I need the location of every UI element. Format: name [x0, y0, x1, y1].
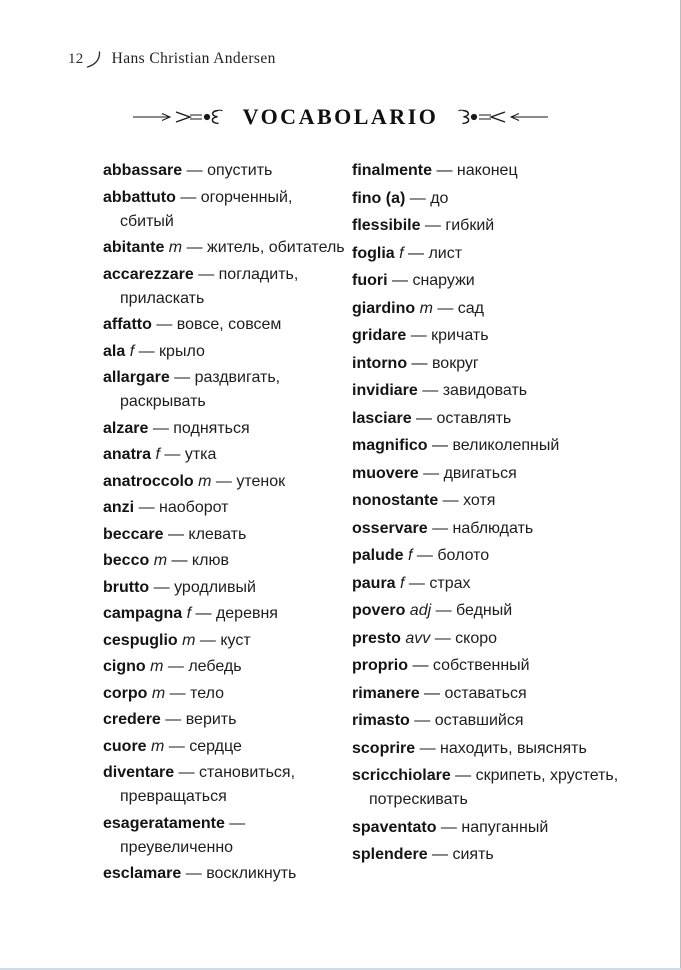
- dash-separator: —: [211, 472, 237, 490]
- dash-separator: —: [182, 239, 208, 256]
- gender-marker: m: [153, 552, 168, 569]
- translation-russian: огорченный, сбитый: [120, 188, 293, 230]
- gender-marker: f: [155, 446, 160, 463]
- dash-separator: —: [430, 629, 456, 647]
- translation-russian: утенок: [236, 472, 286, 490]
- translation-russian: наконец: [456, 162, 518, 179]
- dash-separator: —: [224, 814, 246, 832]
- translation-russian: воскликнуть: [206, 865, 297, 882]
- term-italian: anatra: [103, 446, 152, 463]
- term-italian: allargare: [103, 369, 170, 386]
- translation-russian: лист: [428, 244, 463, 262]
- dash-separator: —: [404, 574, 430, 592]
- vocab-entry: [352, 843, 640, 867]
- dash-separator: —: [407, 354, 432, 372]
- dash-separator: —: [405, 189, 431, 207]
- translation-russian: уродливый: [174, 578, 256, 596]
- dash-separator: —: [387, 272, 413, 289]
- term-italian: cuore: [103, 737, 147, 755]
- term-italian: spaventato: [352, 818, 437, 836]
- vocab-entry: [103, 417, 345, 441]
- vocab-entry: [352, 599, 640, 623]
- translation-russian: куст: [220, 631, 251, 649]
- title-row: [0, 104, 681, 130]
- translation-russian: вокруг: [431, 354, 479, 372]
- term-italian: cespuglio: [103, 631, 178, 649]
- term-italian: palude: [352, 547, 404, 564]
- translation-russian: сиять: [452, 846, 494, 863]
- translation-russian: двигаться: [443, 464, 517, 482]
- translation-russian: верить: [185, 711, 237, 728]
- dash-separator: —: [418, 464, 444, 482]
- header-author: Hans Christian Andersen: [111, 50, 276, 67]
- term-italian: esclamare: [103, 865, 182, 882]
- vocab-entry: [352, 269, 640, 293]
- vocab-entry: [352, 816, 640, 840]
- vocab-entry: [103, 186, 345, 234]
- vocab-entry: [352, 434, 640, 458]
- vocab-entry: [352, 627, 640, 651]
- dash-separator: —: [436, 818, 462, 836]
- term-italian: affatto: [103, 316, 152, 333]
- translation-russian: оставаться: [444, 684, 527, 702]
- gender-marker: f: [400, 574, 405, 592]
- dash-separator: —: [175, 188, 201, 206]
- translation-russian: скоро: [455, 629, 498, 647]
- translation-russian: страх: [429, 574, 471, 592]
- term-italian: becco: [103, 552, 150, 569]
- page-title: VOCABOLARIO: [242, 104, 439, 129]
- term-italian: accarezzare: [103, 265, 194, 283]
- term-italian: proprio: [352, 657, 408, 674]
- dash-separator: —: [181, 865, 207, 882]
- vocab-entry: [352, 462, 640, 486]
- dash-separator: —: [151, 316, 177, 333]
- translation-russian: бедный: [456, 602, 513, 619]
- vocab-entry: [352, 297, 640, 321]
- dash-separator: —: [427, 846, 453, 863]
- term-italian: muovere: [352, 464, 419, 482]
- dash-separator: —: [427, 437, 453, 454]
- term-italian: invidiare: [352, 382, 418, 399]
- term-italian: campagna: [103, 605, 183, 622]
- dash-separator: —: [169, 369, 195, 386]
- dash-separator: —: [438, 492, 464, 509]
- vocab-entry: [352, 737, 640, 761]
- dash-separator: —: [409, 712, 435, 729]
- dash-separator: —: [163, 525, 189, 543]
- gender-marker: m: [198, 472, 212, 490]
- term-italian: cigno: [103, 658, 146, 675]
- vocab-entry: [103, 340, 345, 364]
- vocab-entry: [352, 544, 640, 568]
- translation-russian: клевать: [188, 525, 247, 543]
- term-italian: flessibile: [352, 217, 421, 234]
- translation-russian: опустить: [207, 162, 273, 179]
- translation-russian: хотя: [463, 492, 496, 509]
- dash-separator: —: [165, 684, 191, 702]
- term-italian: finalmente: [352, 162, 433, 179]
- dash-separator: —: [406, 327, 432, 344]
- term-italian: paura: [352, 574, 396, 592]
- vocab-entry: [103, 159, 345, 183]
- term-italian: beccare: [103, 525, 164, 543]
- gender-marker: f: [186, 605, 192, 622]
- vocab-entry: [352, 242, 640, 266]
- vocab-entry: [103, 602, 345, 626]
- dash-separator: —: [403, 244, 429, 262]
- translation-russian: становиться, превращаться: [120, 764, 296, 805]
- vocab-entry: [352, 654, 640, 678]
- vocab-entry: [103, 708, 345, 732]
- translation-russian: завидовать: [442, 382, 528, 399]
- translation-russian: напуганный: [461, 818, 549, 836]
- dash-separator: —: [193, 265, 219, 283]
- vocab-entry: [103, 366, 345, 414]
- translation-russian: клюв: [191, 552, 229, 569]
- translation-russian: болото: [437, 547, 490, 564]
- vocabulary-column-left: [103, 159, 345, 889]
- term-italian: presto: [352, 629, 401, 647]
- vocab-entry: [103, 443, 345, 467]
- vocab-entry: [352, 352, 640, 376]
- dash-separator: —: [159, 446, 185, 463]
- translation-russian: снаружи: [412, 272, 475, 289]
- dash-separator: —: [450, 767, 476, 784]
- vocab-entry: [103, 313, 345, 337]
- vocab-entry: [103, 523, 345, 547]
- running-header: [68, 50, 276, 70]
- gender-marker: f: [129, 342, 135, 360]
- dash-separator: —: [148, 419, 174, 437]
- term-italian: anatroccolo: [103, 472, 194, 490]
- translation-russian: лебедь: [188, 658, 242, 675]
- term-italian: foglia: [352, 244, 395, 262]
- translation-russian: наоборот: [159, 499, 229, 516]
- term-italian: fino (a): [352, 189, 406, 207]
- vocab-entry: [103, 549, 345, 573]
- gender-marker: m: [151, 684, 166, 702]
- vocab-entry: [352, 489, 640, 513]
- translation-russian: тело: [190, 684, 225, 702]
- dash-separator: —: [432, 299, 458, 317]
- dash-separator: —: [167, 552, 192, 569]
- dash-separator: —: [431, 602, 457, 619]
- translation-russian: оставлять: [436, 409, 512, 427]
- translation-russian: наблюдать: [452, 519, 534, 537]
- term-italian: rimasto: [352, 712, 410, 729]
- term-italian: osservare: [352, 519, 428, 537]
- term-italian: lasciare: [352, 409, 412, 427]
- vocab-entry: [103, 682, 345, 706]
- translation-russian: оставшийся: [434, 712, 524, 729]
- title-ornament-left-icon: [133, 107, 227, 127]
- dash-separator: —: [160, 711, 186, 728]
- vocab-entry: [352, 159, 640, 183]
- vocab-entry: [352, 682, 640, 706]
- term-italian: diventare: [103, 764, 175, 781]
- gender-marker: m: [419, 299, 433, 317]
- translation-russian: подняться: [173, 419, 250, 437]
- term-italian: giardino: [352, 299, 416, 317]
- term-italian: corpo: [103, 684, 148, 702]
- vocab-entry: [103, 862, 345, 886]
- page-number: 12: [68, 51, 84, 67]
- vocab-entry: [352, 214, 640, 238]
- term-italian: abbattuto: [103, 188, 176, 206]
- term-italian: splendere: [352, 846, 428, 863]
- term-italian: gridare: [352, 327, 407, 344]
- vocab-entry: [352, 187, 640, 211]
- dash-separator: —: [134, 342, 160, 360]
- vocab-entry: [103, 470, 345, 494]
- dash-separator: —: [134, 499, 160, 516]
- term-italian: anzi: [103, 499, 135, 516]
- gender-marker: m: [168, 239, 183, 256]
- term-italian: scoprire: [352, 739, 416, 757]
- term-italian: magnifico: [352, 437, 428, 454]
- vocab-entry: [352, 572, 640, 596]
- vocab-entry: [103, 735, 345, 759]
- vocabulary-columns: [103, 159, 640, 889]
- term-italian: intorno: [352, 354, 408, 372]
- vocab-entry: [352, 379, 640, 403]
- term-italian: rimanere: [352, 684, 420, 702]
- vocab-entry: [103, 655, 345, 679]
- translation-russian: преувеличенно: [120, 838, 234, 856]
- vocab-entry: [352, 324, 640, 348]
- translation-russian: великолепный: [452, 437, 560, 454]
- term-italian: brutto: [103, 578, 150, 596]
- vocabulary-column-right: [352, 159, 640, 871]
- translation-russian: раздвигать, раскрывать: [120, 369, 281, 410]
- vocab-entry: [103, 263, 345, 311]
- translation-russian: находить, выяснять: [440, 739, 587, 757]
- vocab-entry: [352, 764, 640, 812]
- vocab-entry: [103, 812, 345, 860]
- dash-separator: —: [432, 162, 457, 179]
- gender-marker: f: [408, 547, 413, 564]
- dash-separator: —: [195, 631, 221, 649]
- vocab-entry: [352, 407, 640, 431]
- dash-separator: —: [174, 764, 200, 781]
- term-italian: scricchiolare: [352, 767, 451, 784]
- translation-russian: скрипеть, хрустеть, потрескивать: [369, 767, 619, 808]
- vocab-entry: [103, 496, 345, 520]
- page-number-bracket-icon: [86, 51, 102, 70]
- dash-separator: —: [163, 658, 189, 675]
- translation-russian: крыло: [159, 342, 205, 360]
- term-italian: fuori: [352, 272, 388, 289]
- dash-separator: —: [191, 605, 216, 622]
- translation-russian: сердце: [189, 737, 242, 755]
- gender-marker: m: [151, 737, 165, 755]
- gender-marker: adj: [409, 602, 432, 619]
- dash-separator: —: [164, 737, 190, 755]
- translation-russian: деревня: [215, 605, 278, 622]
- translation-russian: сад: [457, 299, 485, 317]
- gender-marker: m: [150, 658, 164, 675]
- dash-separator: —: [408, 657, 433, 674]
- translation-russian: собственный: [432, 657, 530, 674]
- term-italian: nonostante: [352, 492, 439, 509]
- translation-russian: погладить, приласкать: [120, 265, 299, 307]
- vocab-entry: [352, 517, 640, 541]
- dash-separator: —: [149, 578, 175, 596]
- term-italian: ala: [103, 342, 126, 360]
- gender-marker: m: [182, 631, 196, 649]
- term-italian: alzare: [103, 419, 149, 437]
- vocab-entry: [103, 761, 345, 809]
- term-italian: abitante: [103, 239, 165, 256]
- translation-russian: гибкий: [445, 217, 495, 234]
- gender-marker: f: [399, 244, 404, 262]
- term-italian: abbassare: [103, 162, 183, 179]
- vocab-entry: [103, 236, 345, 260]
- term-italian: credere: [103, 711, 161, 728]
- dash-separator: —: [419, 684, 445, 702]
- vocab-entry: [103, 576, 345, 600]
- translation-russian: утка: [184, 446, 217, 463]
- dash-separator: —: [417, 382, 443, 399]
- term-italian: esageratamente: [103, 814, 225, 832]
- translation-russian: кричать: [431, 327, 489, 344]
- vocab-entry: [352, 709, 640, 733]
- dash-separator: —: [415, 739, 441, 757]
- dash-separator: —: [411, 409, 437, 427]
- vocab-entry: [103, 629, 345, 653]
- dash-separator: —: [182, 162, 208, 179]
- term-italian: povero: [352, 602, 406, 619]
- gender-marker: avv: [405, 629, 431, 647]
- translation-russian: до: [430, 189, 449, 207]
- dash-separator: —: [427, 519, 453, 537]
- dash-separator: —: [412, 547, 438, 564]
- translation-russian: житель, обитатель: [207, 239, 345, 256]
- translation-russian: вовсе, совсем: [176, 316, 282, 333]
- title-ornament-right-icon: [454, 107, 548, 127]
- dash-separator: —: [420, 217, 446, 234]
